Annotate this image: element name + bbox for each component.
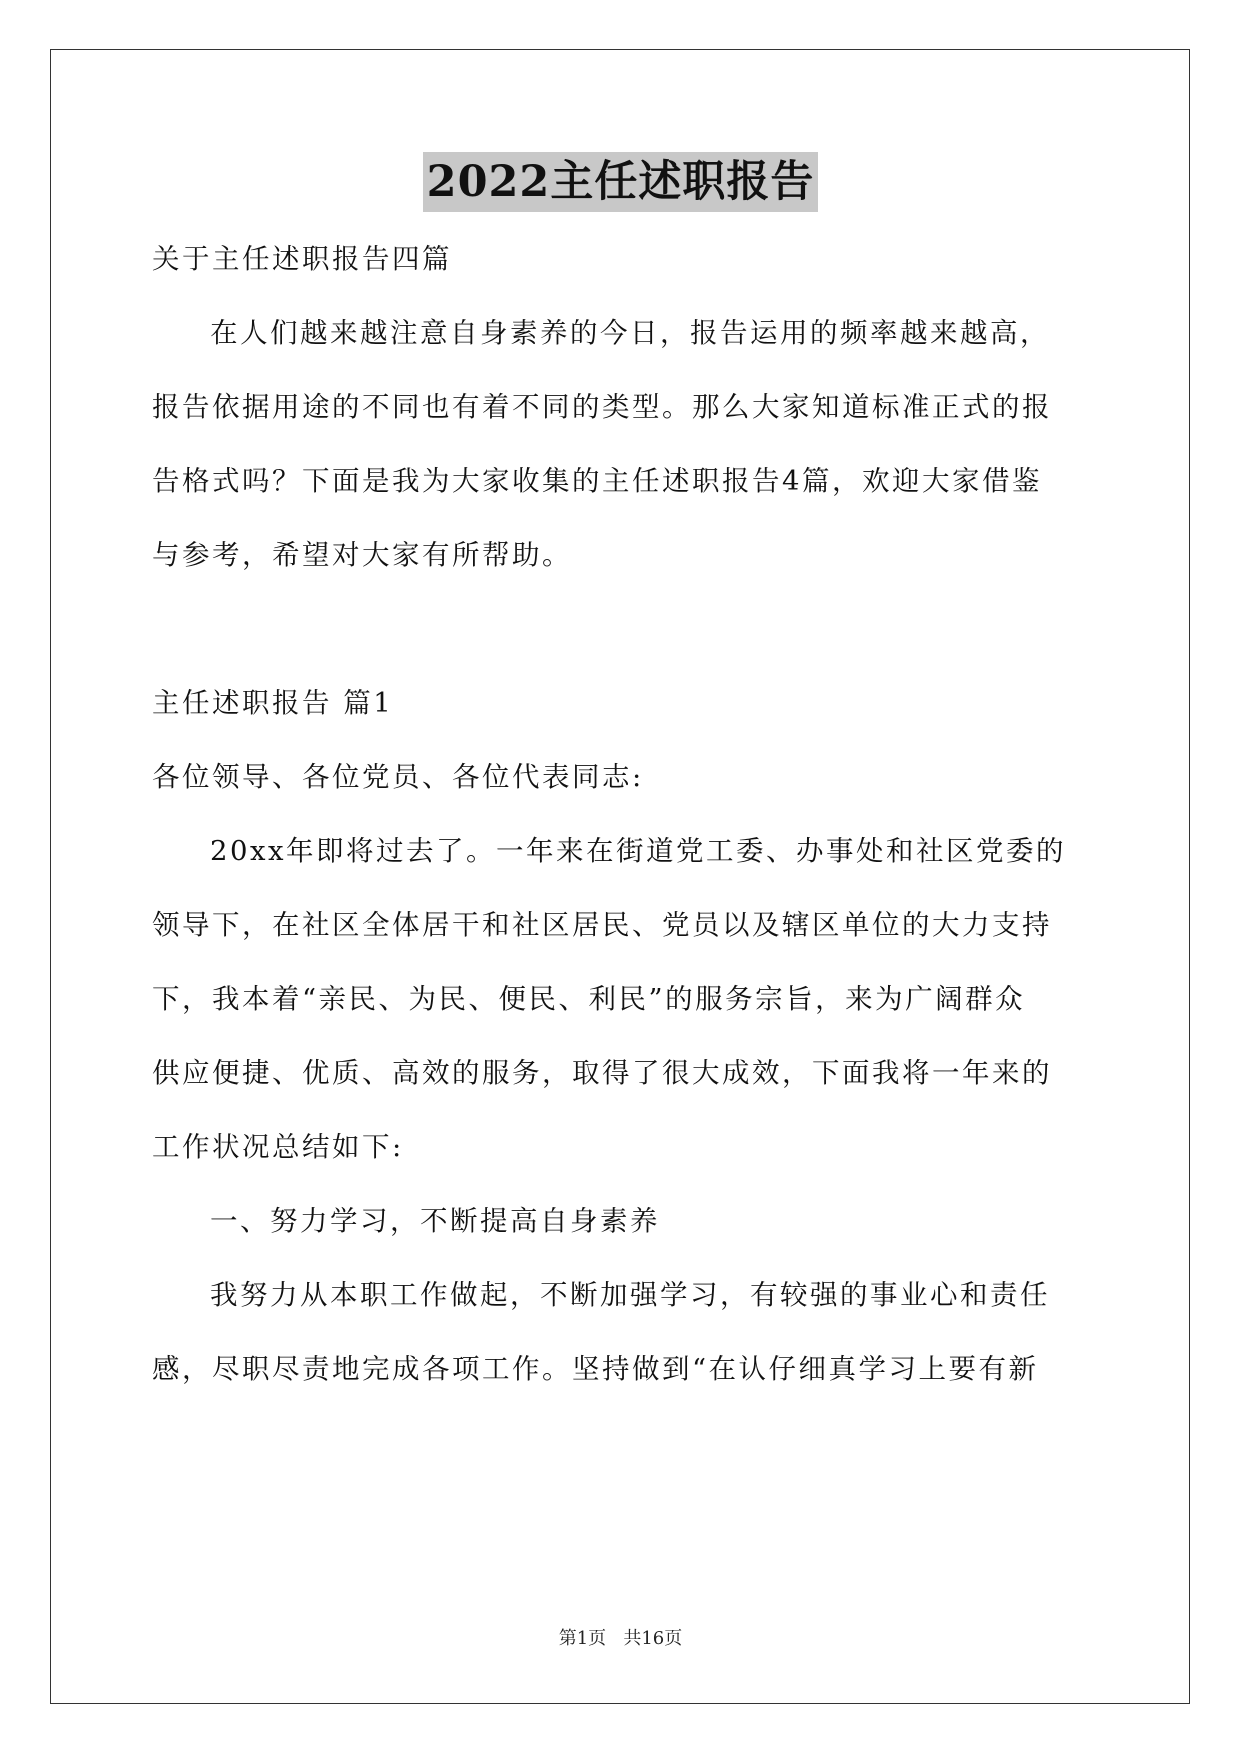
document-body xyxy=(152,240,1092,1388)
intro-line: 在人们越来越注意自身素养的今日，报告运用的频率越来越高， xyxy=(210,317,1050,349)
intro-line: 报告依据用途的不同也有着不同的类型。那么大家知道标准正式的报 xyxy=(152,391,1052,423)
intro-line: 告格式吗？下面是我为大家收集的主任述职报告4篇，欢迎大家借鉴 xyxy=(152,465,1042,497)
body-line: 20xx年即将过去了。一年来在街道党工委、办事处和社区党委的 xyxy=(210,835,1067,867)
title-container xyxy=(0,152,1241,212)
point-line: 我努力从本职工作做起，不断加强学习，有较强的事业心和责任 xyxy=(210,1279,1050,1311)
intro-line: 与参考，希望对大家有所帮助。 xyxy=(152,539,572,571)
body-line: 供应便捷、优质、高效的服务，取得了很大成效，下面我将一年来的 xyxy=(152,1057,1052,1089)
point-line: 感，尽职尽责地完成各项工作。坚持做到“在认仔细真学习上要有新 xyxy=(152,1353,1039,1385)
point-heading: 一、努力学习，不断提高自身素养 xyxy=(210,1205,660,1237)
section-heading: 主任述职报告 篇1 xyxy=(152,687,394,719)
document-title: 2022主任述职报告 xyxy=(423,152,819,212)
page-footer xyxy=(0,1626,1241,1652)
page-number: 第1页 共16页 xyxy=(558,1628,683,1649)
greeting: 各位领导、各位党员、各位代表同志: xyxy=(152,761,644,793)
body-line: 领导下，在社区全体居干和社区居民、党员以及辖区单位的大力支持 xyxy=(152,909,1052,941)
body-line: 工作状况总结如下: xyxy=(152,1131,404,1163)
document-subtitle: 关于主任述职报告四篇 xyxy=(152,243,452,275)
body-line: 下，我本着“亲民、为民、便民、利民”的服务宗旨，来为广阔群众 xyxy=(152,983,1026,1015)
